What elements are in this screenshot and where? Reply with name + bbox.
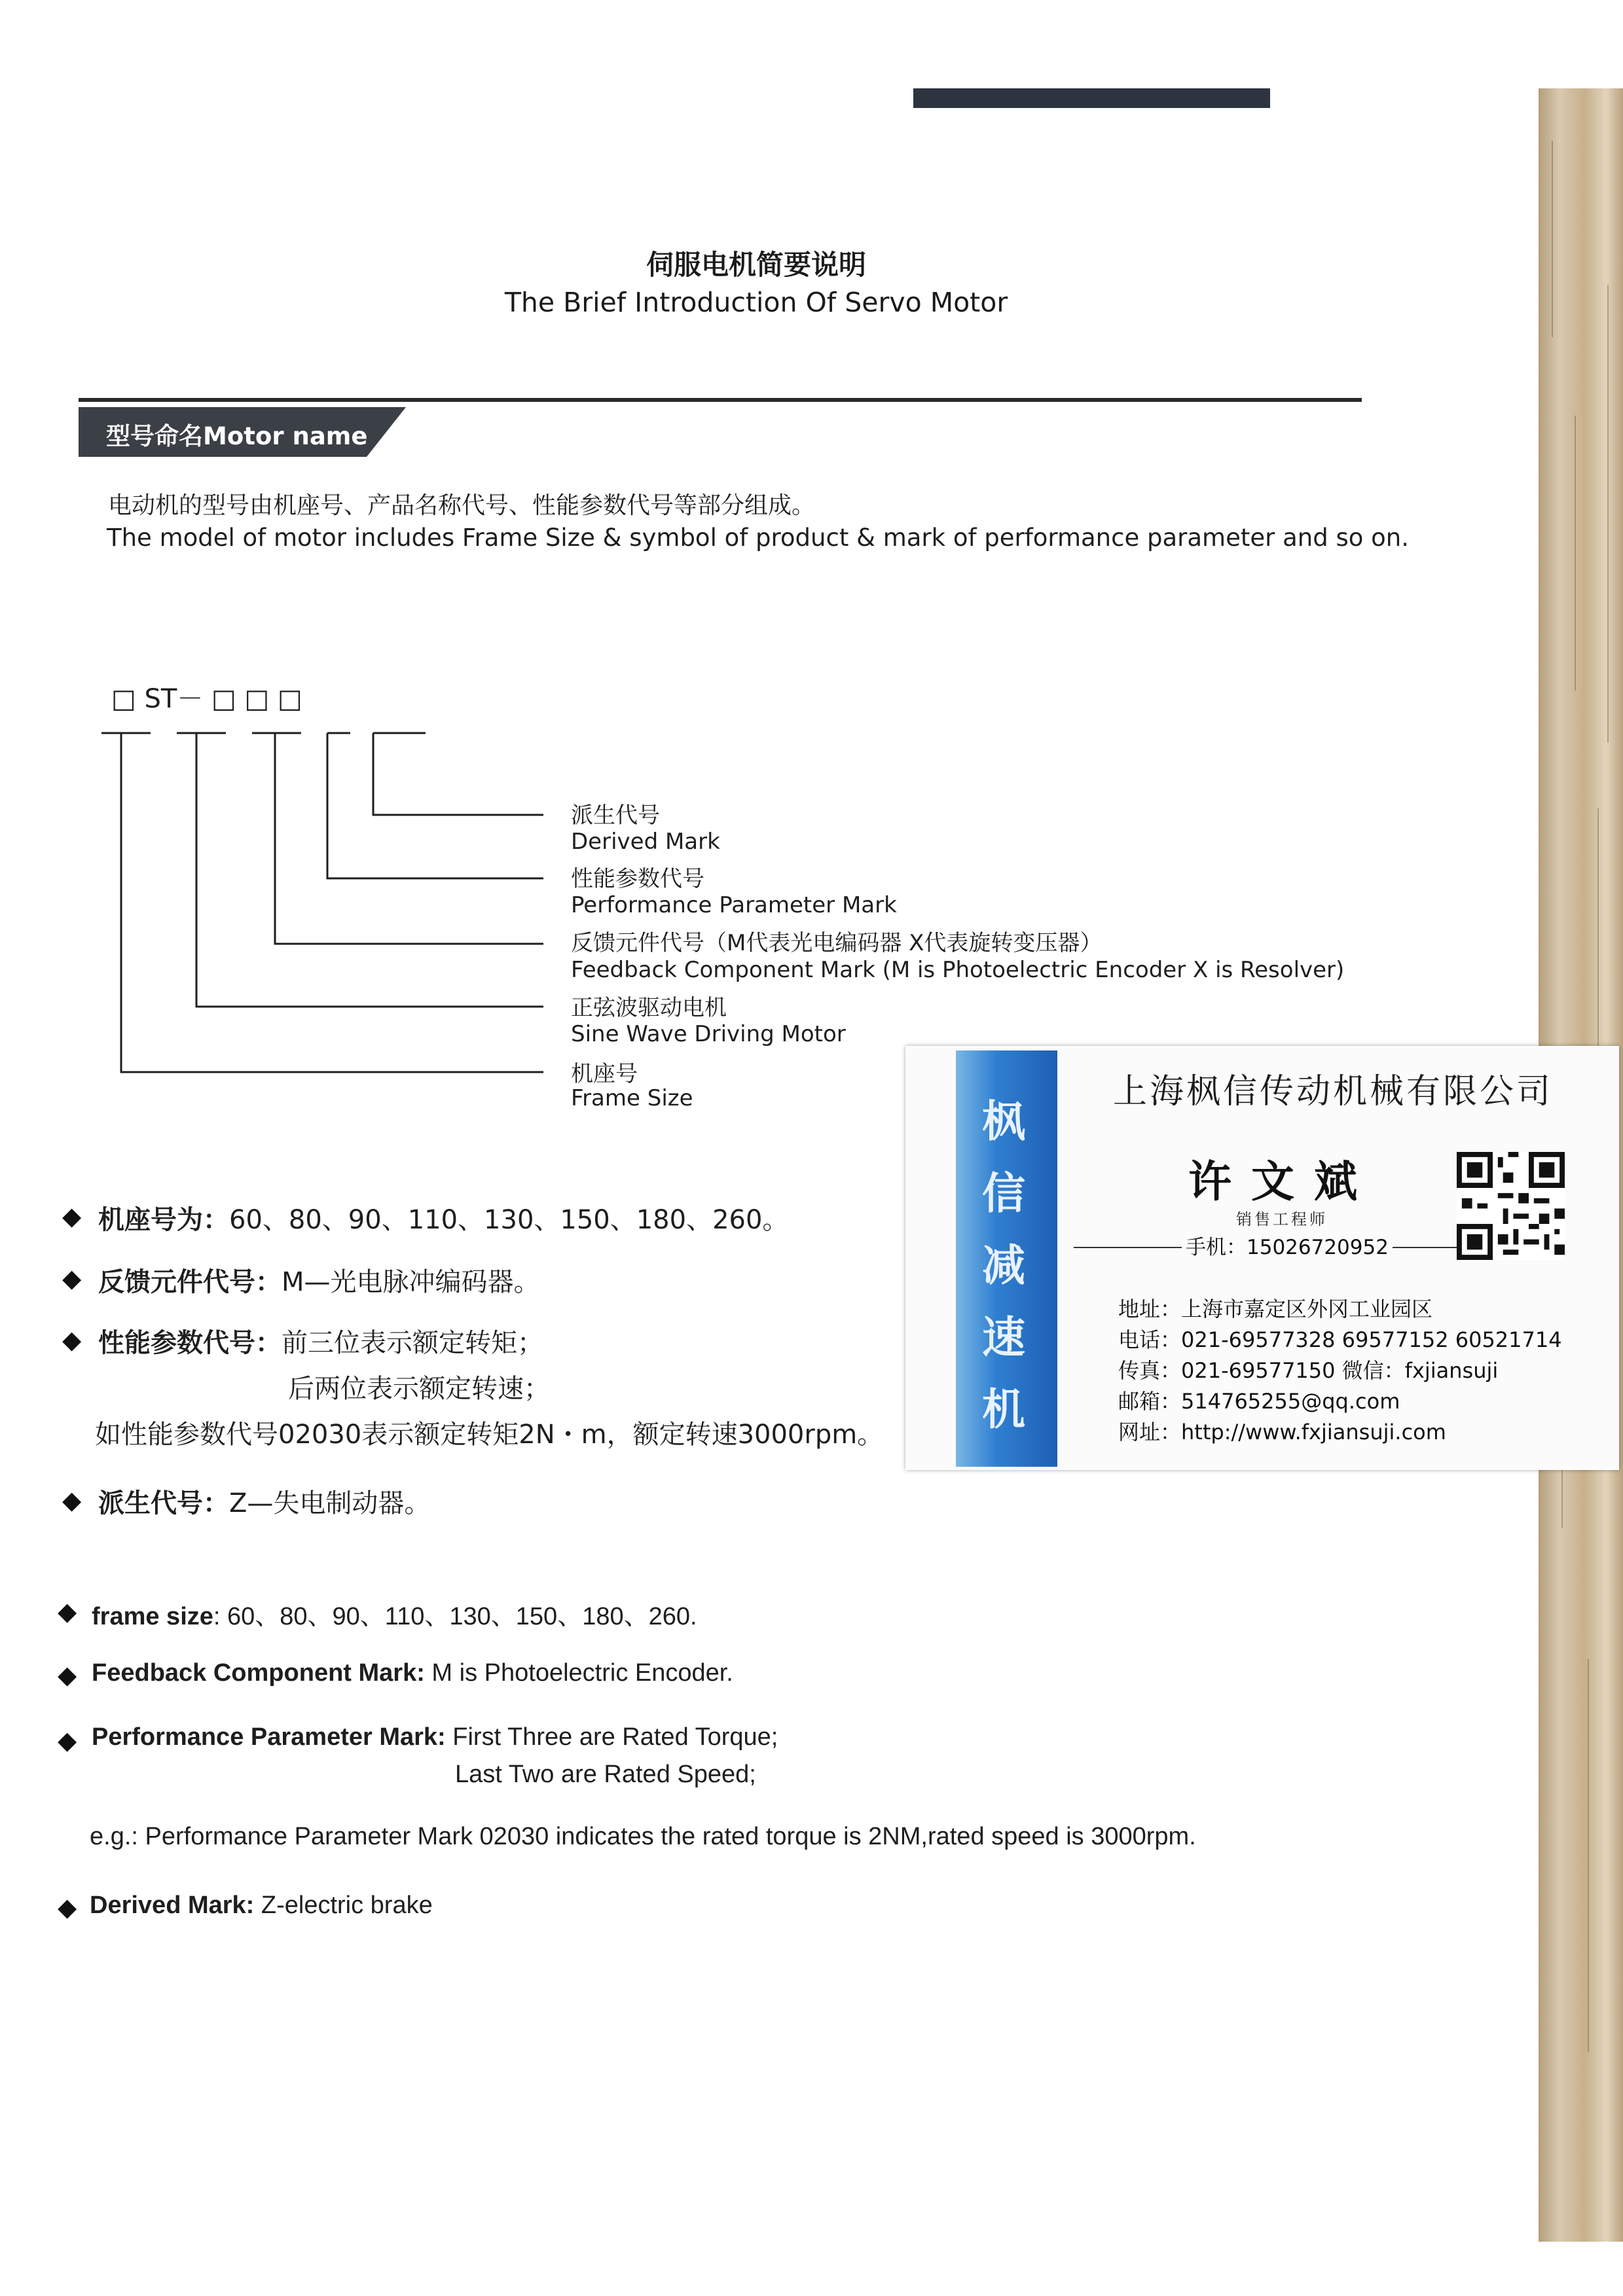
diagram-label-sinewave-en: Sine Wave Driving Motor — [571, 1021, 846, 1047]
diamond-bullet-icon: ◆ — [58, 1726, 77, 1755]
card-email: 邮箱：514765255@qq.com — [1118, 1389, 1400, 1414]
diagram-label-derived-cn: 派生代号 — [571, 802, 660, 829]
note-en-performance-line2: Last Two are Rated Speed; — [455, 1761, 756, 1788]
note-cn-example: 如性能参数代号02030表示额定转矩2N・m，额定转速3000rpm。 — [95, 1420, 884, 1450]
intro-cn: 电动机的型号由机座号、产品名称代号、性能参数代号等部分组成。 — [108, 492, 816, 519]
qr-code-icon — [1457, 1152, 1565, 1260]
intro-en: The model of motor includes Frame Size & symbol of product & mark of performance parameter and so on. — [107, 524, 1409, 552]
card-web: 网址：http://www.fxjiansuji.com — [1118, 1420, 1446, 1444]
note-en-example: e.g.: Performance Parameter Mark 02030 indicates the rated torque is 2NM,rated speed is 3000rpm. — [90, 1823, 1196, 1850]
diamond-bullet-icon: ◆ — [62, 1202, 82, 1230]
band-char: 枫 — [982, 1096, 1025, 1147]
note-cn-performance: 性能参数代号：前三位表示额定转矩； — [98, 1328, 543, 1358]
band-char: 信 — [982, 1168, 1025, 1219]
note-cn-derived: 派生代号：Z—失电制动器。 — [98, 1488, 431, 1518]
diamond-bullet-icon: ◆ — [58, 1893, 77, 1922]
diagram-label-sinewave-cn: 正弦波驱动电机 — [571, 995, 727, 1021]
note-en-performance: Performance Parameter Mark: First Three are Rated Torque; — [92, 1723, 778, 1751]
page-title-en: The Brief Introduction Of Servo Motor — [504, 287, 1008, 318]
band-char: 机 — [982, 1384, 1025, 1435]
diamond-bullet-icon: ◆ — [62, 1325, 82, 1354]
diamond-bullet-icon: ◆ — [62, 1264, 82, 1293]
diagram-label-performance-cn: 性能参数代号 — [571, 866, 704, 892]
model-pattern: □ ST－ □ □ □ — [111, 684, 302, 714]
diamond-bullet-icon: ◆ — [58, 1660, 77, 1689]
diagram-label-derived-en: Derived Mark — [571, 829, 720, 855]
top-dark-bar — [913, 88, 1270, 108]
diagram-label-frame-cn: 机座号 — [571, 1061, 638, 1087]
band-char: 速 — [982, 1312, 1025, 1363]
note-en-derived: Derived Mark: Z-electric brake — [90, 1892, 433, 1919]
diagram-label-frame-en: Frame Size — [571, 1085, 693, 1111]
diamond-bullet-icon: ◆ — [62, 1486, 82, 1515]
diamond-bullet-icon: ◆ — [58, 1597, 77, 1626]
note-en-feedback: Feedback Component Mark: M is Photoelectric Encoder. — [92, 1659, 733, 1687]
diagram-label-feedback-en: Feedback Component Mark (M is Photoelectric Encoder X is Resolver) — [571, 957, 1345, 983]
card-person-name: 许文斌 — [1188, 1156, 1377, 1207]
diagram-label-performance-en: Performance Parameter Mark — [571, 892, 897, 918]
card-fax: 传真：021-69577150 微信：fxjiansuji — [1118, 1358, 1499, 1383]
section-tag-label: 型号命名Motor name — [106, 422, 368, 450]
card-role: 销售工程师 — [1236, 1210, 1328, 1229]
card-tel: 电话：021-69577328 69577152 60521714 — [1118, 1327, 1562, 1352]
diagram-label-feedback-cn: 反馈元件代号（M代表光电编码器 X代表旋转变压器） — [571, 930, 1103, 956]
note-cn-performance-line2: 后两位表示额定转速； — [288, 1374, 550, 1404]
note-en-frame: frame size: 60、80、90、110、130、150、180、260. — [92, 1603, 697, 1630]
band-char: 减 — [982, 1240, 1025, 1291]
card-company: 上海枫信传动机械有限公司 — [1113, 1072, 1554, 1111]
note-cn-feedback: 反馈元件代号：M—光电脉冲编码器。 — [98, 1267, 540, 1297]
page-title-cn: 伺服电机简要说明 — [646, 249, 866, 281]
card-phone: 手机：15026720952 — [1182, 1230, 1393, 1260]
card-address: 地址：上海市嘉定区外冈工业园区 — [1118, 1297, 1433, 1321]
note-cn-frame: 机座号为：60、80、90、110、130、150、180、260。 — [98, 1205, 789, 1235]
